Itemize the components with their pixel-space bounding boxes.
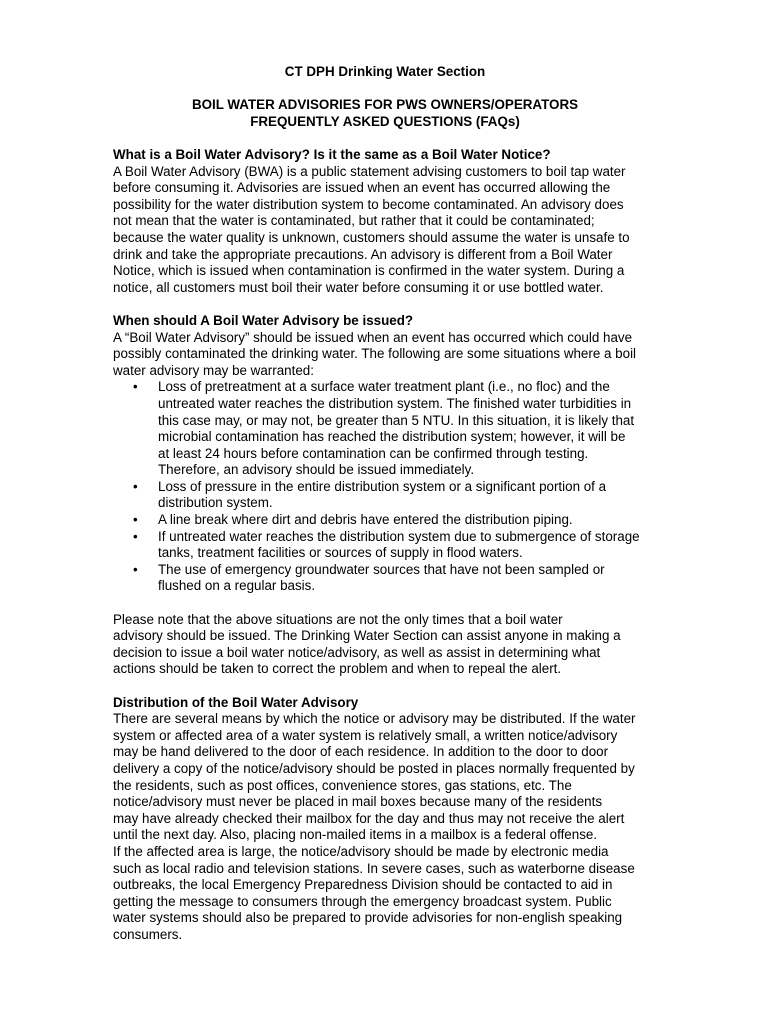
paragraph-line: may have already checked their mailbox for the day and thus may not receive the alert [113,810,625,826]
bullet-icon: • [133,478,138,494]
paragraph-line: advisory should be issued. The Drinking Water Section can assist anyone in making a [113,628,621,644]
faq-question-what-is-bwa: What is a Boil Water Advisory? Is it the same as a Boil Water Notice? [113,147,551,162]
paragraph-line: because the water quality is unknown, customers should assume the water is unsafe to [113,229,630,245]
bullet-icon: • [133,528,138,544]
document-title-line-2: FREQUENTLY ASKED QUESTIONS (FAQs) [250,114,520,129]
paragraph-line: A Boil Water Advisory (BWA) is a public statement advising customers to boil tap water [113,163,626,179]
paragraph-line: system or affected area of a water system is relatively small, a written notice/advisory [113,727,618,743]
paragraph-line: water systems should also be prepared to provide advisories for non-english speaking [113,910,623,926]
faq-question-distribution: Distribution of the Boil Water Advisory [113,694,359,710]
paragraph-line: Notice, which is issued when contamination is confirmed in the water system. During a [113,263,625,279]
list-item-line: Therefore, an advisory should be issued immediately. [158,462,475,478]
paragraph-line: before consuming it. Advisories are issued when an event has occurred allowing the [113,180,611,196]
paragraph-spacer [113,678,673,695]
document-title-line-1: BOIL WATER ADVISORIES FOR PWS OWNERS/OPERATORS [191,97,579,112]
list-item [113,379,673,479]
paragraph-line: possibility for the water distribution system to become contaminated. An advisory does [113,196,624,212]
paragraph-line: There are several means by which the notice or advisory may be distributed. If the water [113,711,636,727]
faq-question-when-issued: When should A Boil Water Advisory be issued? [113,312,414,328]
document-body [113,147,673,944]
paragraph-line: the residents, such as post offices, convenience stores, gas stations, etc. The [113,777,572,793]
list-item-line: this case may, or may not, be greater than 5 NTU. In this situation, it is likely that [158,412,635,428]
paragraph-spacer [113,296,673,313]
faq-answer-when-issued [113,330,673,678]
paragraph-line: consumers. [113,926,183,942]
list-item [113,562,673,595]
paragraph-line: water advisory may be warranted: [113,362,314,378]
list-item-line: If untreated water reaches the distribution system due to submergence of storage [158,528,640,544]
paragraph-line: such as local radio and television stations. In severe cases, such as waterborne disease [113,860,635,876]
list-item-line: Loss of pretreatment at a surface water treatment plant (i.e., no floc) and the [158,379,610,395]
paragraph-line: decision to issue a boil water notice/advisory, as well as assist in determining what [113,644,601,660]
bullet-icon: • [133,379,138,395]
list-item [113,479,673,512]
faq-answer-what-is-bwa [113,164,673,297]
paragraph-line: getting the message to consumers through the emergency broadcast system. Public [113,893,612,909]
bullet-icon: • [133,512,138,528]
list-item-line: The use of emergency groundwater sources that have not been sampled or [158,561,605,577]
list-item-line: untreated water reaches the distribution system. The finished water turbidities in [158,395,632,411]
paragraph-line: until the next day. Also, placing non-mailed items in a mailbox is a federal offense. [113,827,598,843]
paragraph-line: Please note that the above situations are not the only times that a boil water [113,611,563,627]
paragraph-line: outbreaks, the local Emergency Preparedness Division should be contacted to aid in [113,877,613,893]
list-item-line: A line break where dirt and debris have entered the distribution piping. [158,512,573,528]
list-item-line: microbial contamination has reached the distribution system; however, it will be [158,429,626,445]
paragraph-line: A “Boil Water Advisory” should be issued when an event has occurred which could have [113,329,633,345]
section-heading: CT DPH Drinking Water Section [284,64,486,79]
list-item [113,512,673,529]
list-item-line: tanks, treatment facilities or sources of supply in flood waters. [158,545,523,561]
list-item-line: distribution system. [158,495,273,511]
paragraph-spacer [113,595,673,612]
paragraph-line: possibly contaminated the drinking water. The following are some situations where a boil [113,346,637,362]
paragraph-line: actions should be taken to correct the problem and when to repeal the alert. [113,661,562,677]
paragraph-line: delivery a copy of the notice/advisory should be posted in places normally frequented by [113,760,635,776]
situations-list [113,379,673,595]
paragraph-line: drink and take the appropriate precautions. An advisory is different from a Boil Water [113,246,613,262]
faq-answer-distribution [113,711,673,943]
paragraph-line: If the affected area is large, the notice/advisory should be made by electronic media [113,843,609,859]
paragraph-line: notice/advisory must never be placed in mail boxes because many of the residents [113,794,603,810]
paragraph-line: notice, all customers must boil their water before consuming it or use bottled water. [113,279,604,295]
list-item-line: Loss of pressure in the entire distribution system or a significant portion of a [158,478,607,494]
list-item-line: at least 24 hours before contamination can be confirmed through testing. [158,445,589,461]
paragraph-line: may be hand delivered to the door of each residence. In addition to the door to door [113,744,609,760]
list-item-line: flushed on a regular basis. [158,578,316,594]
list-item [113,529,673,562]
bullet-icon: • [133,561,138,577]
paragraph-line: not mean that the water is contaminated, but rather that it could be contaminated; [113,213,595,229]
